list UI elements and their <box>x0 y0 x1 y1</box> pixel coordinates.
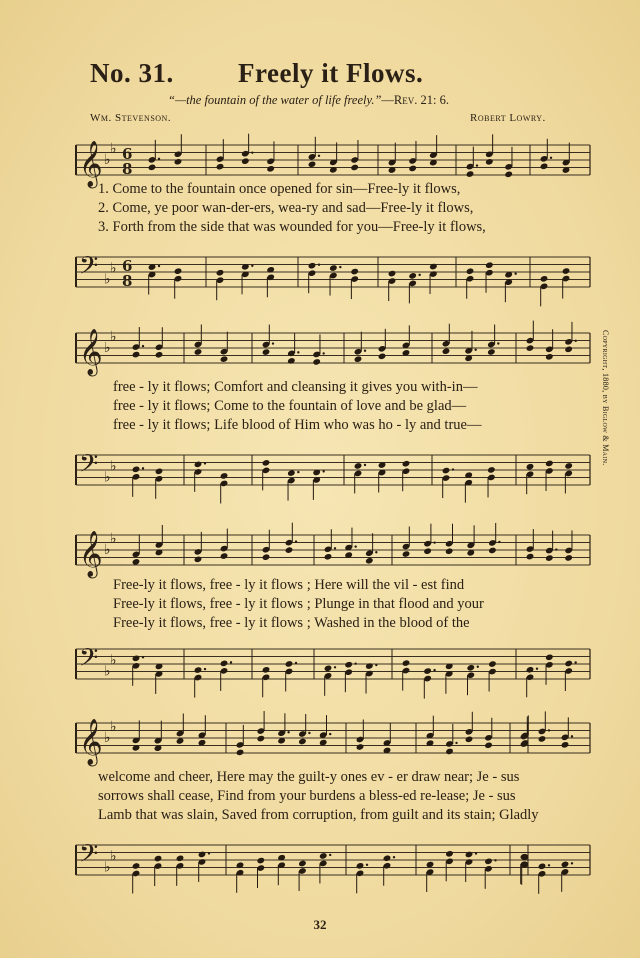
lyric-verse-2: 2. Come, ye poor wan-der-ers, wea-ry and sad—Free-ly it flows, <box>98 200 474 216</box>
treble-staff-1 <box>76 140 590 187</box>
lyricist-credit: Wm. Stevenson. <box>90 112 172 124</box>
svg-text:♭: ♭ <box>110 328 117 345</box>
lyrics-block-2 <box>113 378 635 435</box>
music-system-2 <box>68 318 590 498</box>
lyric-verse-1: welcome and cheer, Here may the guilt-y ones ev - er draw near; Je - sus <box>98 769 520 785</box>
svg-text:♭: ♭ <box>104 340 111 356</box>
lyric-verse-2: free - ly it flows; Come to the fountain of love and be glad— <box>113 398 467 414</box>
epigraph-quote: “—the fountain of the water of life freely.” <box>168 93 382 107</box>
svg-text:♭: ♭ <box>104 469 111 486</box>
lyric-verse-1: Free-ly it flows, free - ly it flows ; Here will the vil - est find <box>113 577 465 593</box>
music-system-1 <box>68 130 590 310</box>
lyric-verse-3: Free-ly it flows, free - ly it flows ; Washed in the blood of the <box>113 615 470 631</box>
lyric-verse-1: 1. Come to the fountain once opened for sin—Free-ly it flows, <box>98 181 461 197</box>
svg-text:𝄞: 𝄞 <box>79 329 103 375</box>
copyright-notice: Copyright, 1880, by Biglow & Main. <box>601 330 610 466</box>
svg-text:♭: ♭ <box>104 663 111 680</box>
svg-text:𝄢: 𝄢 <box>79 251 99 287</box>
svg-text:𝄢: 𝄢 <box>79 449 99 485</box>
lyric-verse-3: Lamb that was slain, Saved from corruption, from guilt and its stain; Gladly <box>98 807 539 823</box>
lyric-verse-2: sorrows shall cease, Find from your burdens a bless-ed re-lease; Je - sus <box>98 788 516 804</box>
lyric-verse-3: 3. Forth from the side that was wounded for you—Free-ly it flows, <box>98 219 486 235</box>
svg-text:♭: ♭ <box>110 260 117 277</box>
lyric-verse-2: Free-ly it flows, free - ly it flows ; Plunge in that flood and your <box>113 596 484 612</box>
lyrics-block-1 <box>98 180 620 237</box>
svg-text:♭: ♭ <box>110 458 117 475</box>
svg-text:♭: ♭ <box>110 718 117 735</box>
treble-staff-2 <box>76 328 590 375</box>
lyric-verse-1: free - ly it flows; Comfort and cleansing it gives you with-in— <box>113 379 478 395</box>
composer-credit: Robert Lowry. <box>470 112 546 124</box>
page-number: 32 <box>313 917 327 932</box>
svg-text:𝄞: 𝄞 <box>79 719 103 765</box>
music-system-4 <box>68 708 590 898</box>
treble-staff-4 <box>76 718 590 765</box>
lyric-verse-3: free - ly it flows; Life blood of Him who was ho - ly and true— <box>113 417 482 433</box>
svg-text:♭: ♭ <box>110 530 117 547</box>
svg-text:𝄢: 𝄢 <box>79 839 99 875</box>
bass-staff-4 <box>76 839 590 878</box>
treble-staff-3 <box>76 530 590 577</box>
hymn-number: No. 31. <box>90 58 174 88</box>
svg-text:8: 8 <box>122 272 133 290</box>
svg-text:♭: ♭ <box>104 152 111 168</box>
svg-text:8: 8 <box>122 160 133 178</box>
svg-text:♭: ♭ <box>110 140 117 157</box>
scripture-epigraph <box>168 93 449 108</box>
svg-text:6: 6 <box>122 145 133 163</box>
svg-text:♭: ♭ <box>104 542 111 558</box>
bass-staff-2 <box>76 449 590 488</box>
svg-text:♭: ♭ <box>110 652 117 669</box>
svg-text:♭: ♭ <box>104 859 111 876</box>
svg-text:𝄞: 𝄞 <box>79 531 103 577</box>
hymn-title: Freely it Flows. <box>238 58 424 88</box>
svg-text:6: 6 <box>122 257 133 275</box>
svg-text:♭: ♭ <box>110 848 117 865</box>
lyrics-block-4 <box>98 768 620 825</box>
svg-text:𝄞: 𝄞 <box>79 141 103 187</box>
music-system-3 <box>68 520 590 700</box>
bass-staff-1 <box>76 251 590 290</box>
svg-text:𝄢: 𝄢 <box>79 643 99 679</box>
svg-text:♭: ♭ <box>104 271 111 288</box>
epigraph-reference: —Rev. 21: 6. <box>381 93 449 107</box>
bass-staff-3 <box>76 643 590 682</box>
lyrics-block-3 <box>113 576 635 633</box>
svg-text:♭: ♭ <box>104 730 111 746</box>
